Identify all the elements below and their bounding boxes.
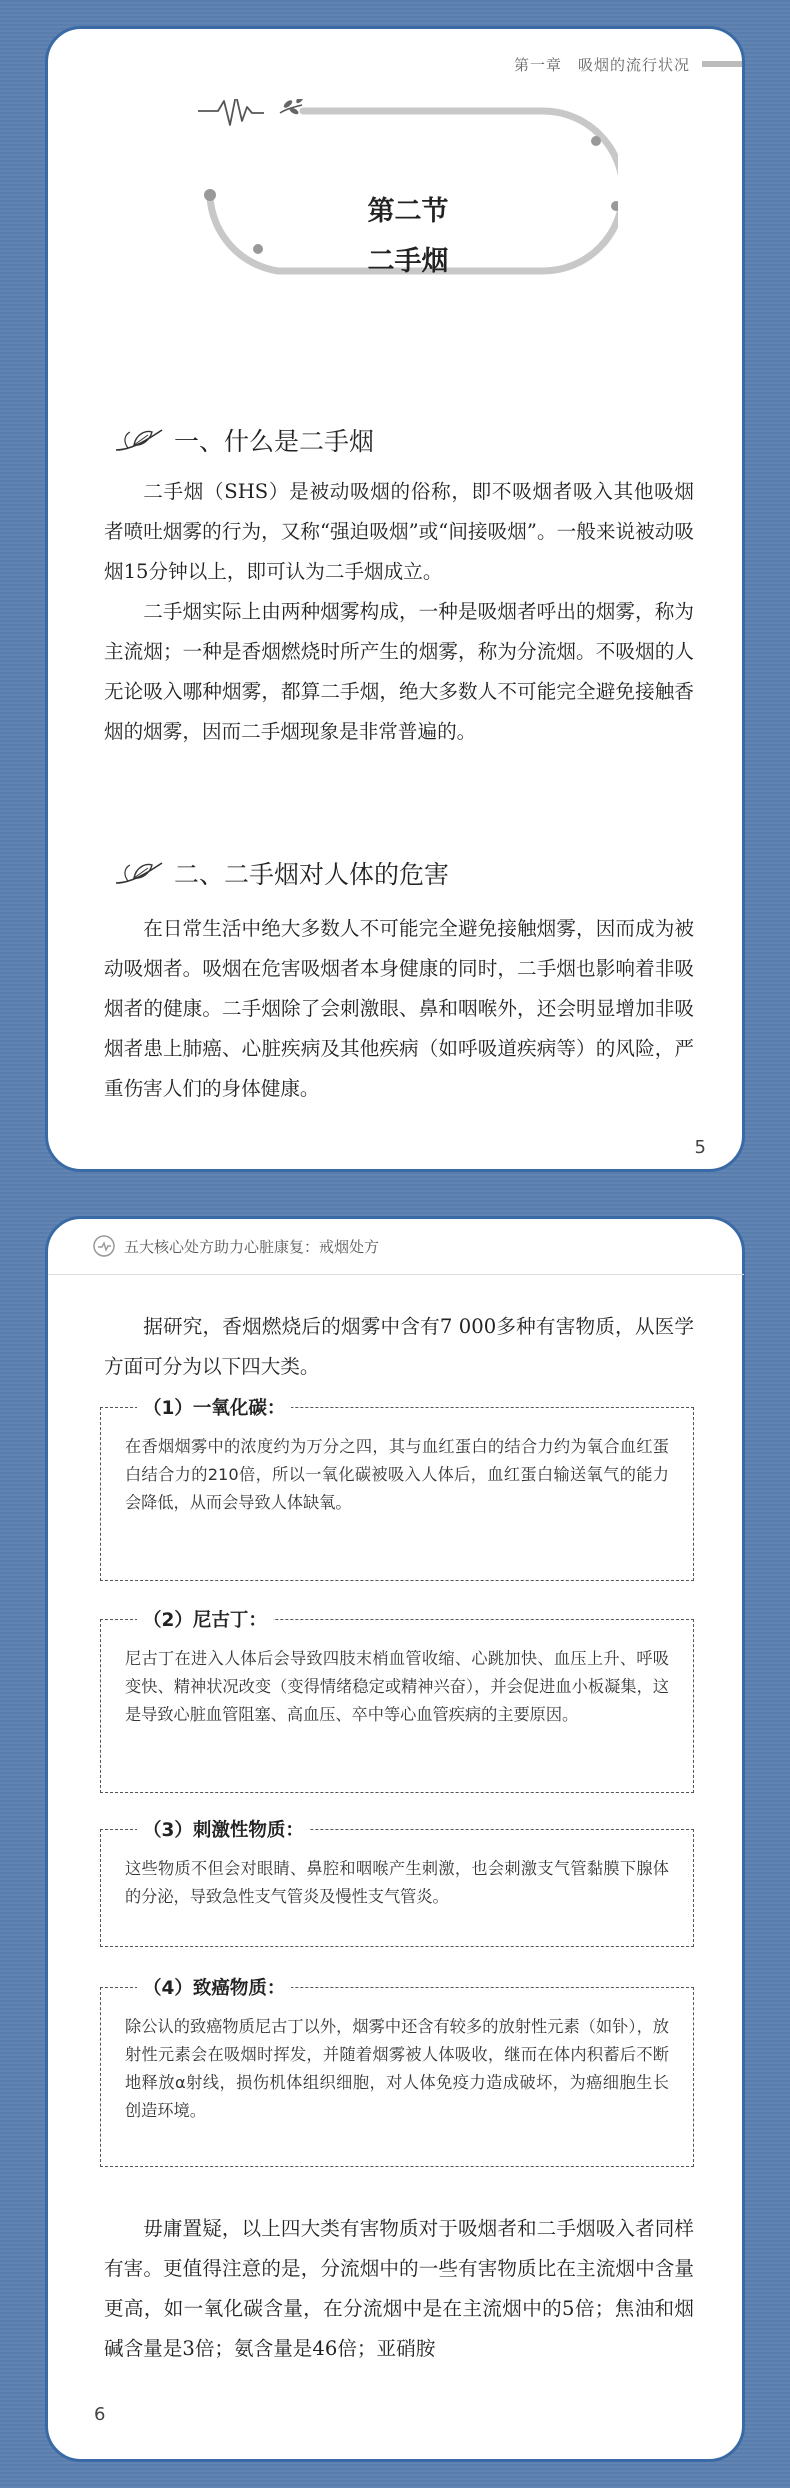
book-logo-icon (92, 1234, 116, 1258)
running-header (92, 1234, 379, 1258)
heading-shs-harm (114, 855, 449, 891)
box-label: （1）一氧化碳： (137, 1394, 291, 1420)
box-label: （4）致癌物质： (137, 1974, 291, 2000)
box-carcinogens (100, 1978, 694, 2167)
book-title: 五大核心处方助力心脏康复：戒烟处方 (124, 1237, 380, 1256)
paragraph-outro: 毋庸置疑，以上四大类有害物质对于吸烟者和二手烟吸入者同样有害。更值得注意的是，分流烟中的一些有害物质比在主流烟中含量更高，如一氧化碳含量，在分流烟中是在主流烟中的5倍；焦油和烟碱含量是3倍；氨含量是46倍；亚硝胺 (104, 2217, 694, 2360)
box-nicotine (100, 1610, 694, 1793)
box-text: 在香烟烟雾中的浓度约为万分之四，其与血红蛋白的结合力约为氧合血红蛋白结合力的210倍，所以一氧化碳被吸入人体后，血红蛋白输送氧气的能力会降低，从而会导致人体缺氧。 (125, 1437, 669, 1512)
box-carbon-monoxide (100, 1398, 694, 1581)
box-label: （2）尼古丁： (137, 1606, 273, 1632)
heading-text: 二、二手烟对人体的危害 (174, 860, 450, 889)
paragraph-shs-composition: 二手烟实际上由两种烟雾构成，一种是吸烟者呼出的烟雾，称为主流烟；一种是香烟燃烧时所产生的烟雾，称为分流烟。不吸烟的人无论吸入哪种烟雾，都算二手烟，绝大多数人不可能完全避免接触香烟的烟雾，因而二手烟现象是非常普遍的。 (104, 600, 694, 743)
heading-what-is-shs (114, 422, 374, 458)
box-text: 除公认的致癌物质尼古丁以外，烟雾中还含有较多的放射性元素（如钋），放射性元素会在吸烟时挥发，并随着烟雾被人体吸收，继而在体内积蓄后不断地释放α射线，损伤机体组织细胞，对人体免疫力造成破坏，为癌细胞生长创造环境。 (125, 2017, 669, 2120)
running-header (514, 51, 742, 77)
paragraph-intro: 据研究，香烟燃烧后的烟雾中含有7 000多种有害物质，从医学方面可分为以下四大类。 (104, 1315, 694, 1378)
page-5 (45, 26, 745, 1172)
header-bar (702, 61, 742, 67)
page-6 (45, 1216, 745, 2462)
leaf-icon (114, 857, 166, 889)
section-label: 第二节 (367, 196, 449, 227)
section-title-frame (198, 99, 618, 289)
box-irritants (100, 1820, 694, 1947)
chapter-title: 第一章 吸烟的流行状况 (513, 55, 690, 74)
box-text: 这些物质不但会对眼睛、鼻腔和咽喉产生刺激，也会刺激支气管黏膜下腺体的分泌，导致急性支气管炎及慢性支气管炎。 (125, 1859, 669, 1906)
paragraph-shs-definition: 二手烟（SHS）是被动吸烟的俗称，即不吸烟者吸入其他吸烟者喷吐烟雾的行为，又称“强迫吸烟”或“间接吸烟”。一般来说被动吸烟15分钟以上，即可认为二手烟成立。 (104, 480, 694, 583)
page-number: 6 (94, 2404, 106, 2425)
box-text: 尼古丁在进入人体后会导致四肢末梢血管收缩、心跳加快、血压上升、呼吸变快、精神状况改变（变得情绪稳定或精神兴奋），并会促进血小板凝集，这是导致心脏血管阻塞、高血压、卒中等心血管疾病的主要原因。 (125, 1649, 669, 1724)
page-number: 5 (694, 1137, 706, 1158)
leaf-icon (114, 424, 166, 456)
header-divider (48, 1274, 744, 1275)
heartbeat-icon (198, 99, 264, 125)
paragraph-shs-harm: 在日常生活中绝大多数人不可能完全避免接触烟雾，因而成为被动吸烟者。吸烟在危害吸烟者本身健康的同时，二手烟也影响着非吸烟者的健康。二手烟除了会刺激眼、鼻和咽喉外，还会明显增加非吸烟者患上肺癌、心脏疾病及其他疾病（如呼吸道疾病等）的风险，严重伤害人们的身体健康。 (104, 917, 694, 1100)
section-title: 二手烟 (367, 246, 449, 277)
heading-text: 一、什么是二手烟 (174, 427, 375, 456)
box-label: （3）刺激性物质： (137, 1816, 310, 1842)
